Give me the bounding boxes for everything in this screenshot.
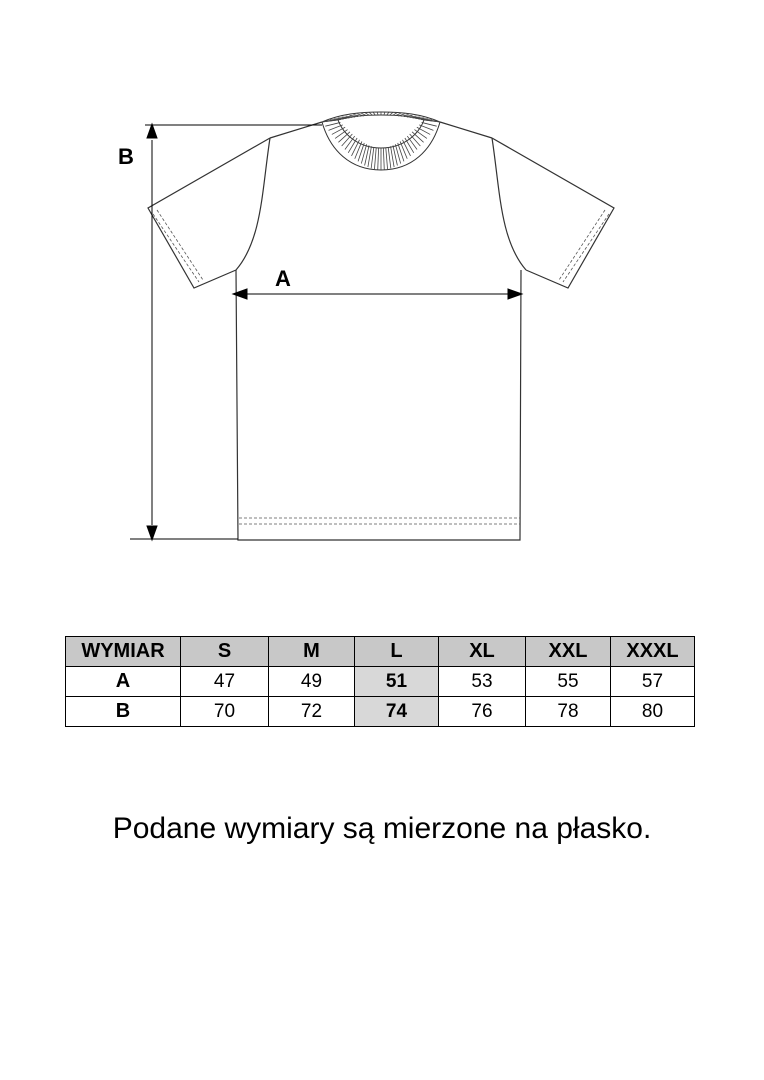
table-row	[66, 667, 695, 697]
table-cell: 55	[526, 667, 611, 697]
header-cell-size-s: S	[181, 637, 269, 667]
dimension-a-label: A	[275, 266, 291, 291]
table-row	[66, 697, 695, 727]
header-cell-size-xl: XL	[439, 637, 526, 667]
row-label-a: A	[66, 667, 181, 697]
sleeve-stitching	[153, 210, 609, 282]
row-label-b: B	[66, 697, 181, 727]
dimension-b	[130, 124, 322, 540]
table-cell: 72	[269, 697, 355, 727]
collar-ribbing	[322, 112, 440, 170]
hem-stitching	[239, 518, 520, 524]
size-table	[65, 636, 695, 727]
header-cell-size-xxl: XXL	[526, 637, 611, 667]
table-header-row	[66, 637, 695, 667]
table-cell: 74	[355, 697, 439, 727]
table-cell: 49	[269, 667, 355, 697]
header-cell-size-xxxl: XXXL	[611, 637, 695, 667]
table-cell: 76	[439, 697, 526, 727]
table-cell: 80	[611, 697, 695, 727]
table-cell: 47	[181, 667, 269, 697]
table-cell: 70	[181, 697, 269, 727]
measurement-note: Podane wymiary są mierzone na płasko.	[112, 812, 652, 845]
header-cell-size-m: M	[269, 637, 355, 667]
table-cell: 51	[355, 667, 439, 697]
header-cell-wymiar: WYMIAR	[66, 637, 181, 667]
dimension-b-label: B	[118, 144, 134, 169]
table-cell: 57	[611, 667, 695, 697]
table-cell: 53	[439, 667, 526, 697]
table-cell: 78	[526, 697, 611, 727]
header-cell-size-l: L	[355, 637, 439, 667]
tshirt-outline	[148, 122, 614, 540]
